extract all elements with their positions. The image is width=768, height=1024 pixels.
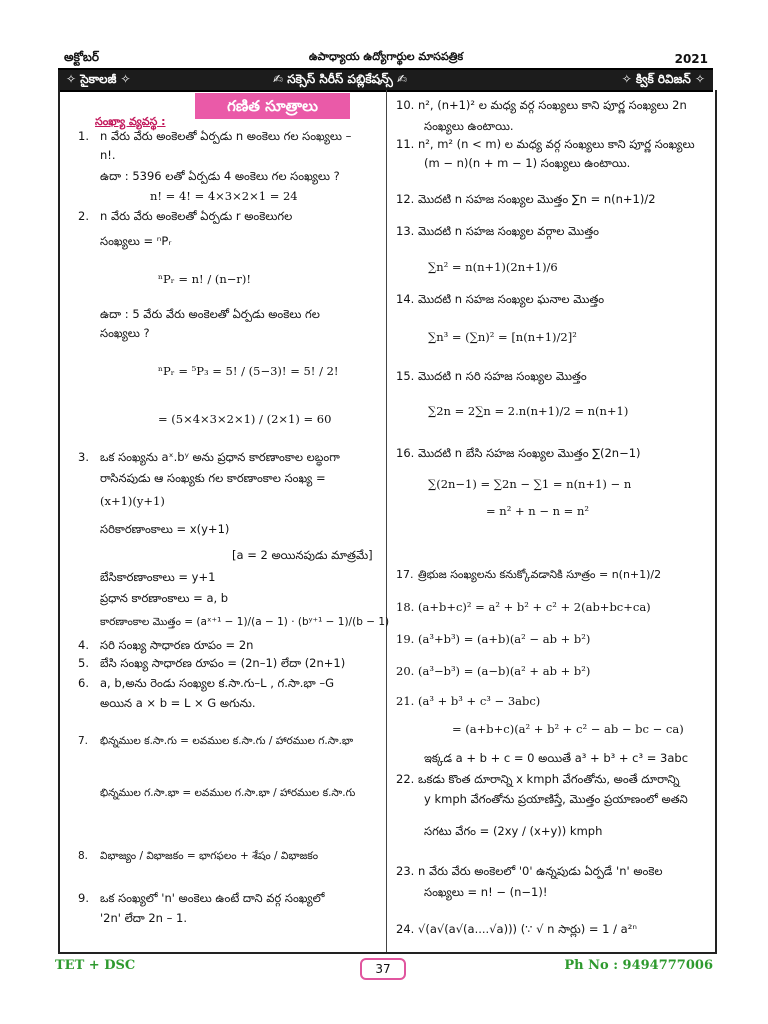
formula-line: [a = 2 అయినపుడు మాత్రమే] <box>232 548 373 562</box>
formula-line: సగటు వేగం = (2xy / (x+y)) kmph <box>424 824 603 838</box>
formula-line: కారణాంకాల మొత్తం = (aˣ⁺¹ − 1)/(a − 1) · (bʸ⁺¹ − 1)/(b − 1) <box>100 616 390 628</box>
formula-line: 16. మొదటి n బేసి సహజ సంఖ్యల మొత్తం ∑(2n−1) <box>396 446 641 460</box>
formula-line: 23. n వేరు వేరు అంకెలలో '0' ఉన్నపుడు ఏర్పడే 'n' అంకెల <box>396 864 663 878</box>
formula-line: 24. √(a√(a√(a....√a))) (∵ √ n సార్లు) = 1 / a²ⁿ <box>396 922 637 936</box>
formula-line: 18. (a+b+c)² = a² + b² + c² + 2(ab+bc+ca) <box>396 600 651 614</box>
formula-line: 5. బేసి సంఖ్య సాధారణ రూపం = (2n–1) లేదా (2n+1) <box>78 656 346 670</box>
formula-line: (m − n)(n + m − 1) సంఖ్యలు ఉంటాయి. <box>424 156 631 170</box>
formula-line: ∑(2n−1) = ∑2n − ∑1 = n(n+1) − n <box>428 477 632 491</box>
formula-line: 19. (a³+b³) = (a+b)(a² − ab + b²) <box>396 632 591 646</box>
formula-line: ఉదా : 5396 లతో ఏర్పడు 4 అంకెలు గల సంఖ్యలు ? <box>100 169 340 183</box>
formula-line: 15. మొదటి n సరి సహజ సంఖ్యల మొత్తం <box>396 369 587 383</box>
formula-line: ∑n² = n(n+1)(2n+1)/6 <box>428 260 558 274</box>
formula-line: సంఖ్యలు = n! − (n−1)! <box>424 885 548 899</box>
formula-line: సంఖ్యలు ? <box>100 326 150 340</box>
formula-line: 11. n², m² (n < m) ల మధ్య వర్గ సంఖ్యలు కాని పూర్ణ సంఖ్యలు <box>396 137 695 151</box>
formula-line: = (a+b+c)(a² + b² + c² − ab − bc − ca) <box>452 722 684 736</box>
formula-line: 21. (a³ + b³ + c³ − 3abc) <box>396 694 541 708</box>
formula-line: 4. సరి సంఖ్య సాధారణ రూపం = 2n <box>78 638 254 652</box>
page-footer <box>55 958 713 978</box>
header-month: అక్టోబర్ <box>64 50 99 64</box>
column-divider <box>386 90 387 952</box>
formula-line: ఇక్కడ a + b + c = 0 అయితే a³ + b³ + c³ = 3abc <box>424 751 689 765</box>
formula-line: = n² + n − n = n² <box>486 504 589 518</box>
formula-line: 12. మొదటి n సహజ సంఖ్యల మొత్తం ∑n = n(n+1)/2 <box>396 192 656 206</box>
formula-line: ⁿPᵣ = n! / (n−r)! <box>158 272 251 286</box>
footer-exam: TET + DSC <box>55 958 136 973</box>
formula-line: 3. ఒక సంఖ్యను aˣ.bʸ అను ప్రధాన కారణాంకాల లబ్ధంగా <box>78 450 340 464</box>
band-revision: ✧ క్విక్ రివిజన్ ✧ <box>621 72 705 86</box>
formula-line: n!. <box>100 148 116 162</box>
formula-line: 13. మొదటి n సహజ సంఖ్యల వర్గాల మొత్తం <box>396 224 599 238</box>
formula-line: ఉదా : 5 వేరు వేరు అంకెలతో ఏర్పడు అంకెలు గల <box>100 307 320 321</box>
formula-line: 2. n వేరు వేరు అంకెలతో ఏర్పడు r అంకెలుగల <box>78 209 293 223</box>
formula-line: సరికారణాంకాలు = x(y+1) <box>100 522 230 536</box>
formula-line: 17. త్రిభుజ సంఖ్యలను కనుక్కోవడానికి సూత్రం = n(n+1)/2 <box>396 568 662 581</box>
formula-line: రాసినపుడు ఆ సంఖ్యకు గల కారణాంకాల సంఖ్య = <box>100 471 326 485</box>
formula-line: = (5×4×3×2×1) / (2×1) = 60 <box>158 412 332 426</box>
header-year: 2021 <box>674 52 708 66</box>
formula-line: n! = 4! = 4×3×2×1 = 24 <box>150 189 298 203</box>
formula-line: ప్రధాన కారణాంకాలు = a, b <box>100 591 229 605</box>
footer-phone: Ph No : 9494777006 <box>564 958 713 973</box>
formula-line: అయిన a × b = L × G అగును. <box>100 696 256 710</box>
formula-line: బేసికారణాంకాలు = y+1 <box>100 570 216 584</box>
formula-line: ∑2n = 2∑n = 2.n(n+1)/2 = n(n+1) <box>428 404 629 418</box>
formula-line: 10. n², (n+1)² ల మధ్య వర్గ సంఖ్యలు కాని పూర్ణ సంఖ్యలు 2n <box>396 98 687 112</box>
section-title: గణిత సూత్రాలు <box>195 93 350 119</box>
formula-line: y kmph వేగంతోను ప్రయాణిస్తే, మొత్తం ప్రయాణంలో అతని <box>424 792 688 806</box>
formula-line: '2n' లేదా 2n – 1. <box>100 911 187 925</box>
page-header <box>64 46 708 70</box>
band-subject: ✧ సైకాలజీ ✧ <box>66 72 131 86</box>
formula-line: 1. n వేరు వేరు అంకెలతో ఏర్పడు n అంకెలు గల సంఖ్యలు – <box>78 129 352 143</box>
formula-line: (x+1)(y+1) <box>100 494 165 508</box>
page-number: 37 <box>360 958 406 980</box>
formula-line: భిన్నముల గ.సా.భా = లవముల గ.సా.భా / హారముల క.సా.గు <box>100 787 356 799</box>
formula-line: ∑n³ = (∑n)² = [n(n+1)/2]² <box>428 330 577 344</box>
subject-band <box>58 68 713 92</box>
formula-line: 8. విభాజ్యం / విభాజకం = భాగఫలం + శేషం / విభాజకం <box>78 850 319 862</box>
formula-line: ⁿPᵣ = ⁵P₃ = 5! / (5−3)! = 5! / 2! <box>158 364 339 378</box>
formula-line: సంఖ్యలు ఉంటాయి. <box>424 119 514 133</box>
subtitle-text: సంఖ్యా వ్యవస్థ : <box>95 115 166 128</box>
formula-line: 22. ఒకడు కొంత దూరాన్ని x kmph వేగంతోను, అంతే దూరాన్ని <box>396 772 680 786</box>
header-magazine-title: ఉపాధ్యాయ ఉద్యోగార్థుల మాసపత్రిక <box>308 50 464 63</box>
formula-line: 20. (a³−b³) = (a−b)(a² + ab + b²) <box>396 664 591 678</box>
formula-line: సంఖ్యలు = ⁿPᵣ <box>100 234 172 248</box>
formula-line: 7. భిన్నముల క.సా.గు = లవముల క.సా.గు / హారముల గ.సా.భా <box>78 735 354 747</box>
formula-line: 9. ఒక సంఖ్యలో 'n' అంకెలు ఉంటే దాని వర్గ సంఖ్యలో <box>78 891 325 905</box>
formula-line: 6. a, b,అను రెండు సంఖ్యల క.సా.గు–L , గ.సా.భా –G <box>78 676 335 690</box>
formula-line: 14. మొదటి n సహజ సంఖ్యల ఘనాల మొత్తం <box>396 292 605 306</box>
band-publisher: ✍ సక్సెస్ సిరీస్ పబ్లికేషన్స్ ✍ <box>273 72 408 86</box>
